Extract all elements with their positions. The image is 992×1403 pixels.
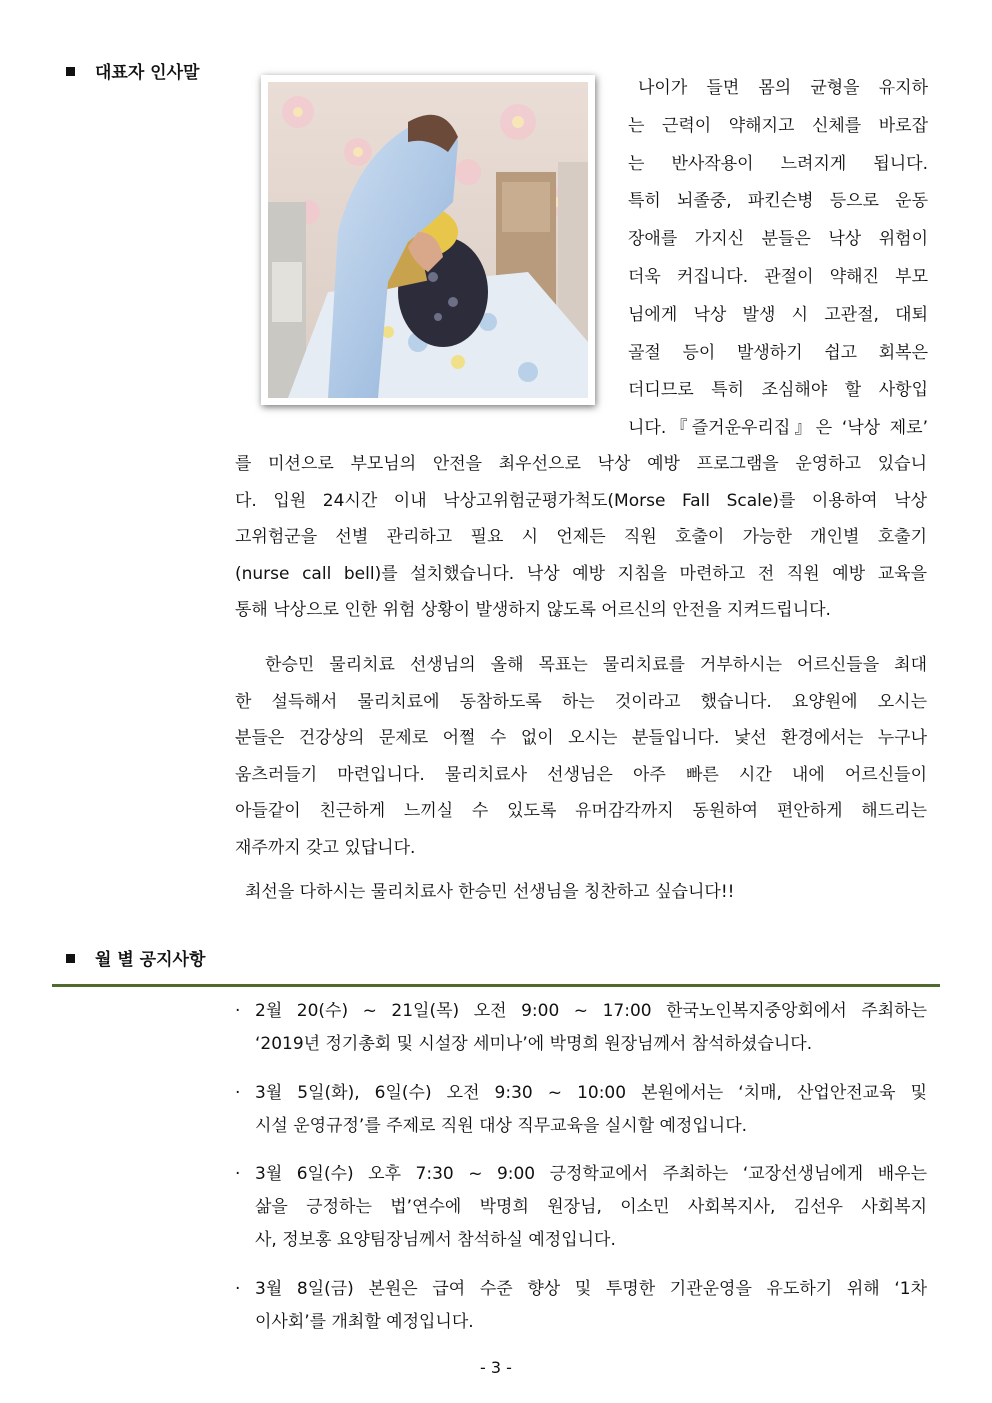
page-number: - 3 -: [480, 1358, 512, 1377]
notice-item: [235, 1273, 927, 1339]
intro-wrap-text: [628, 70, 928, 448]
notice-line: 3월 6일(수) 오후 7:30 ~ 9:00 긍정학교에서 주최하는 ‘교장선생님에게 배우는: [255, 1164, 927, 1184]
text-line: 통해 낙상으로 인한 위험 상황이 발생하지 않도록 어르신의 안전을 지켜드립니다.: [235, 600, 831, 620]
text-line: 니다.『즐거운우리집』은 ‘낙상 제로’: [628, 418, 928, 439]
caregiver-photo: [261, 75, 595, 405]
text-line: 한승민 물리치료 선생님의 올해 목표는 물리치료를 거부하시는 어르신들을 최대: [235, 655, 927, 675]
notice-item: [235, 1077, 927, 1143]
text-line: (nurse call bell)를 설치했습니다. 낙상 예방 지침을 마련하고 전 직원 예방 교육을: [235, 563, 927, 584]
paragraph-fall-prevention: [235, 446, 927, 629]
text-line: 는 반사작용이 느려지게 됩니다.: [628, 153, 928, 174]
text-line: 나이가 들면 몸의 균형을 유지하: [638, 78, 928, 98]
section-title: 월 별 공지사항: [95, 950, 206, 970]
text-line: 아들같이 친근하게 느끼실 수 있도록 유머감각까지 동원하여 편안하게 해드리는: [235, 801, 927, 821]
text-line: 특히 뇌졸중, 파킨슨병 등으로 운동: [628, 191, 928, 212]
paragraph-physical-therapist: [235, 647, 927, 866]
notice-line: 3월 8일(금) 본원은 급여 수준 향상 및 투명한 기관운영을 유도하기 위해 ‘1차: [255, 1279, 927, 1299]
notice-line: 삶을 긍정하는 법’연수에 박명희 원장님, 이소민 사회복지사, 김선우 사회복지: [255, 1197, 927, 1217]
notice-line: ‘2019년 정기총회 및 시설장 세미나’에 박명희 원장님께서 참석하셨습니다.: [255, 1034, 813, 1054]
notice-line: 이사회’를 개최할 예정입니다.: [255, 1312, 474, 1332]
section-title: 대표자 인사말: [95, 63, 200, 83]
section-heading-greeting: [66, 58, 199, 83]
section-heading-monthly-notices: [66, 945, 205, 970]
text-line: 더디므로 특히 조심해야 할 사항입: [628, 380, 928, 401]
bullet-dot-icon: ·: [235, 1001, 241, 1021]
text-line: 는 근력이 약해지고 신체를 바로잡: [628, 115, 928, 136]
text-line: 움츠러들기 마련입니다. 물리치료사 선생님은 아주 빠른 시간 내에 어르신들이: [235, 764, 927, 785]
text-line: 재주까지 갖고 있답니다.: [235, 837, 416, 858]
text-line: 고위험군을 선별 관리하고 필요 시 언제든 직원 호출이 가능한 개인별 호출기: [235, 527, 927, 547]
square-bullet-icon: [66, 67, 75, 76]
notice-item: [235, 1158, 927, 1257]
section-divider: [52, 984, 940, 987]
text-line: 골절 등이 발생하기 쉽고 회복은: [628, 342, 928, 363]
paragraph-praise: [245, 874, 937, 911]
text-line: 분들은 건강상의 문제로 어쩔 수 없이 오시는 분들입니다. 낯선 환경에서는 누구나: [235, 728, 927, 748]
bullet-dot-icon: ·: [235, 1279, 241, 1299]
notice-line: 시설 운영규정’를 주제로 직원 대상 직무교육을 실시할 예정입니다.: [255, 1116, 748, 1136]
bullet-dot-icon: ·: [235, 1083, 241, 1103]
text-line: 한 설득해서 물리치료에 동참하도록 하는 것이라고 했습니다. 요양원에 오시는: [235, 691, 927, 712]
notice-line: 2월 20(수) ~ 21일(목) 오전 9:00 ~ 17:00 한국노인복지중앙회에서 주최하는: [255, 1001, 927, 1021]
text-line: 더욱 커집니다. 관절이 약해진 부모: [628, 266, 928, 287]
text-line: 최선을 다하시는 물리치료사 한승민 선생님을 칭찬하고 싶습니다!!: [245, 882, 735, 902]
notice-item: [235, 995, 927, 1061]
text-line: 장애를 가지신 분들은 낙상 위험이: [628, 229, 928, 250]
square-bullet-icon: [66, 954, 75, 963]
notice-line: 3월 5일(화), 6일(수) 오전 9:30 ~ 10:00 본원에서는 ‘치매, 산업안전교육 및: [255, 1083, 927, 1103]
text-line: 를 미션으로 부모님의 안전을 최우선으로 낙상 예방 프로그램을 운영하고 있습니: [235, 454, 927, 474]
photo-illustration: [268, 82, 588, 398]
text-line: 다. 입원 24시간 이내 낙상고위험군평가척도(Morse Fall Scale)를 이용하여 낙상: [235, 490, 927, 511]
text-line: 님에게 낙상 발생 시 고관절, 대퇴: [628, 304, 928, 325]
notice-line: 사, 정보홍 요양팀장님께서 참석하실 예정입니다.: [255, 1230, 616, 1250]
bullet-dot-icon: ·: [235, 1164, 241, 1184]
